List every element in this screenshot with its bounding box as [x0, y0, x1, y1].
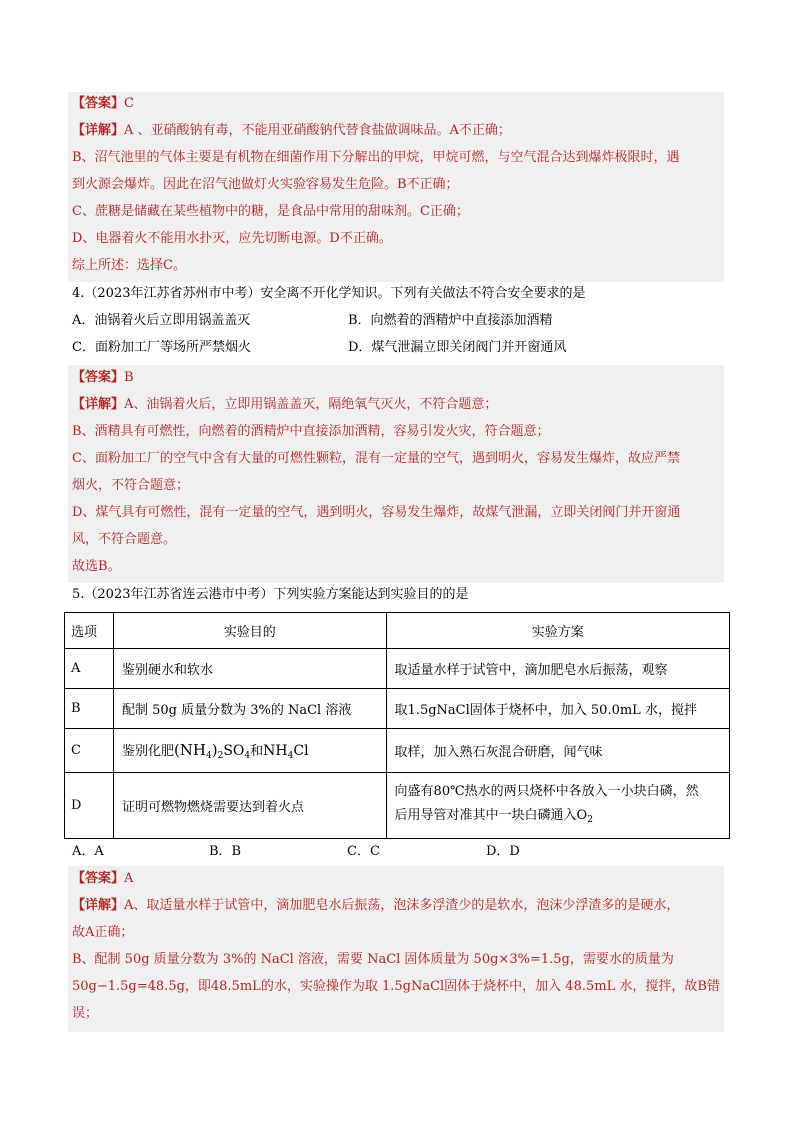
table-cell: A: [65, 649, 114, 689]
detail-line: D、煤气具有可燃性，混有一定量的空气，遇到明火，容易发生爆炸，故煤气泄漏，立即关闭阀门并开窗通: [72, 505, 681, 520]
detail-line: 烟火，不符合题意；: [72, 478, 190, 493]
option-d: D．煤气泄漏立即关闭阀门并开窗通风: [348, 340, 567, 355]
answer-value: A: [124, 871, 134, 886]
answer-value: C: [124, 96, 134, 111]
question-stem-q4: 4.（2023年江苏省苏州市中考）安全离不开化学知识。下列有关做法不符合安全要求的是: [72, 286, 586, 301]
detail-line: 到火源会爆炸。因此在沼气池做灯火实验容易发生危险。B不正确；: [72, 177, 459, 192]
detail-line: 误；: [72, 1006, 99, 1021]
detail-line: 综上所述：选择C。: [72, 258, 186, 273]
option-c: C．C: [347, 844, 380, 859]
detail-line: 故选B。: [72, 559, 121, 574]
question-stem-q5: 5.（2023年江苏省连云港市中考）下列实验方案能达到实验目的的是: [72, 587, 469, 602]
option-d: D．D: [486, 844, 520, 859]
table-cell: 取1.5gNaCl固体于烧杯中，加入 50.0mL 水，搅拌: [386, 689, 729, 729]
table-row: [65, 649, 730, 689]
option-c: C．面粉加工厂等场所严禁烟火: [72, 340, 251, 355]
answer-line-q4: [72, 368, 134, 388]
detail-label: 【详解】: [72, 898, 125, 913]
detail-label: 【详解】: [72, 123, 125, 138]
table-cell: 鉴别化肥$(NH_4)_2SO_4$和$NH_4Cl$: [113, 729, 386, 773]
table-cell: 配制 50g 质量分数为 3%的 NaCl 溶液: [113, 689, 386, 729]
table-cell: 鉴别硬水和软水: [113, 649, 386, 689]
detail-line: D、电器着火不能用水扑灭，应先切断电源。D不正确。: [72, 231, 392, 246]
table-header: 实验方案: [386, 613, 729, 649]
table-cell: 取适量水样于试管中，滴加肥皂水后振荡，观察: [386, 649, 729, 689]
option-a: A．油锅着火后立即用锅盖盖灭: [72, 313, 251, 328]
answer-label: 【答案】: [72, 370, 125, 385]
table-header: 选项: [65, 613, 114, 649]
table-cell: C: [65, 729, 114, 773]
table-row: [65, 773, 730, 839]
detail-label: 【详解】: [72, 397, 125, 412]
option-b: B．向燃着的酒精炉中直接添加酒精: [348, 313, 553, 328]
detail-line: 【详解】A、取适量水样于试管中，滴加肥皂水后振荡，泡沫多浮渣少的是软水，泡沫少浮渣多的是硬水，: [72, 898, 680, 913]
table-row: [65, 689, 730, 729]
table-cell: 取样，加入熟石灰混合研磨，闻气味: [386, 729, 729, 773]
option-a: A．A: [72, 844, 104, 859]
answer-block-q5: [68, 866, 724, 1032]
table-cell: 证明可燃物燃烧需要达到着火点: [113, 773, 386, 839]
answer-value: B: [124, 370, 134, 385]
detail-line: 风，不符合题意。: [72, 532, 177, 547]
table-cell: D: [65, 773, 114, 839]
table-header-row: [65, 613, 730, 649]
detail-line: C、面粉加工厂的空气中含有大量的可燃性颗粒，混有一定量的空气，遇到明火，容易发生爆炸，故应严禁: [72, 451, 680, 466]
table-header: 实验目的: [113, 613, 386, 649]
answer-label: 【答案】: [72, 871, 125, 886]
table-cell: 向盛有80℃热水的两只烧杯中各放入一小块白磷，然 后用导管对准其中一块白磷通入$O_2$: [386, 773, 729, 839]
option-b: B．B: [209, 844, 242, 859]
detail-line: 故A正确；: [72, 925, 134, 940]
detail-line: B、沼气池里的气体主要是有机物在细菌作用下分解出的甲烷，甲烷可燃，与空气混合达到爆炸极限时，遇: [72, 150, 680, 165]
answer-line-q3: [72, 94, 134, 114]
table-row: [65, 729, 730, 773]
detail-line: 【详解】A、油锅着火后，立即用锅盖盖灭，隔绝氧气灭火，不符合题意；: [72, 397, 498, 412]
table-cell: B: [65, 689, 114, 729]
answer-label: 【答案】: [72, 96, 125, 111]
detail-line: B、酒精具有可燃性，向燃着的酒精炉中直接添加酒精，容易引发火灾，符合题意；: [72, 424, 550, 439]
detail-line: 【详解】A 、亚硝酸钠有毒，不能用亚硝酸钠代替食盐做调味品。A不正确；: [72, 123, 511, 138]
experiment-table: [64, 612, 730, 839]
detail-line: 50g−1.5g=48.5g，即48.5mL的水，实验操作为取 1.5gNaCl固体于烧杯中，加入 48.5mL 水，搅拌，故B错: [72, 979, 720, 994]
answer-line-q5: [72, 869, 133, 889]
detail-line: B、配制 50g 质量分数为 3%的 NaCl 溶液，需要 NaCl 固体质量为 50g×3%=1.5g，需要水的质量为: [72, 952, 674, 967]
detail-line: C、蔗糖是储藏在某些植物中的糖，是食品中常用的甜味剂。C正确；: [72, 204, 469, 219]
